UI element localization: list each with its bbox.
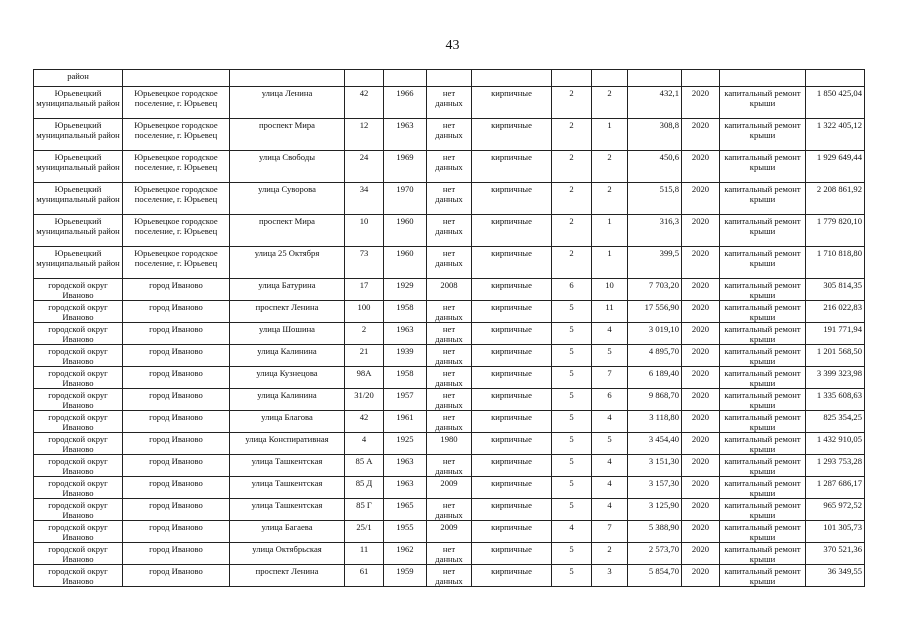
cell-district: городской округ Иваново — [34, 345, 123, 367]
cell-work-type: капитальный ремонт крыши — [720, 521, 806, 543]
cell-wall-material: кирпичные — [472, 247, 552, 279]
cell-floors: 5 — [552, 543, 592, 565]
cell-area: 308,8 — [628, 119, 682, 151]
cell-work-type: капитальный ремонт крыши — [720, 455, 806, 477]
cell-wall-material: кирпичные — [472, 367, 552, 389]
cell-cost: 1 335 608,63 — [806, 389, 865, 411]
cell-wall-material: кирпичные — [472, 87, 552, 119]
cell-year-reconstruction: нет данных — [427, 411, 472, 433]
cell-year-built: 1965 — [384, 499, 427, 521]
cell-wall-material: кирпичные — [472, 151, 552, 183]
cell-wall-material: кирпичные — [472, 183, 552, 215]
cell-area: 2 573,70 — [628, 543, 682, 565]
cell-entrances: 2 — [592, 183, 628, 215]
cell-year-reconstruction: нет данных — [427, 183, 472, 215]
cell-wall-material: кирпичные — [472, 543, 552, 565]
cell-street: улица Благова — [230, 411, 345, 433]
cell-entrances: 5 — [592, 345, 628, 367]
cell-entrances: 6 — [592, 389, 628, 411]
cell-entrances: 2 — [592, 151, 628, 183]
cell-house-number: 42 — [345, 411, 384, 433]
cell-year-planned: 2020 — [682, 183, 720, 215]
cell-year-reconstruction: 1980 — [427, 433, 472, 455]
cell-year-built: 1962 — [384, 543, 427, 565]
cell-district: городской округ Иваново — [34, 455, 123, 477]
cell-year-built: 1929 — [384, 279, 427, 301]
cell-wall-material: кирпичные — [472, 411, 552, 433]
cell-cost: 1 850 425,04 — [806, 87, 865, 119]
cell-year-built: 1969 — [384, 151, 427, 183]
cell-house-number: 11 — [345, 543, 384, 565]
cell-settlement: город Иваново — [123, 411, 230, 433]
cell-year-planned: 2020 — [682, 521, 720, 543]
table-row — [34, 411, 865, 433]
cell-district: городской округ Иваново — [34, 499, 123, 521]
cell-house-number: 25/1 — [345, 521, 384, 543]
cell-year-planned: 2020 — [682, 87, 720, 119]
cell-work-type: капитальный ремонт крыши — [720, 247, 806, 279]
cell-floors: 2 — [552, 183, 592, 215]
cell-settlement: город Иваново — [123, 323, 230, 345]
cell-district: Юрьевецкий муниципальный район — [34, 119, 123, 151]
cell-house-number: 42 — [345, 87, 384, 119]
cell-cost: 1 287 686,17 — [806, 477, 865, 499]
cell-area: 4 895,70 — [628, 345, 682, 367]
cell-wall-material: кирпичные — [472, 345, 552, 367]
cell-year-planned: 2020 — [682, 151, 720, 183]
cell-year-reconstruction: нет данных — [427, 389, 472, 411]
cell-year-planned: 2020 — [682, 455, 720, 477]
cell-settlement: город Иваново — [123, 345, 230, 367]
cell-area: 9 868,70 — [628, 389, 682, 411]
cell-district: Юрьевецкий муниципальный район — [34, 247, 123, 279]
cell-year-planned: 2020 — [682, 279, 720, 301]
cell-street: проспект Ленина — [230, 565, 345, 587]
cell-house-number: 73 — [345, 247, 384, 279]
cell-year-reconstruction: нет данных — [427, 301, 472, 323]
cell-settlement: Юрьевецкое городское поселение, г. Юрьевец — [123, 183, 230, 215]
cell-settlement: город Иваново — [123, 565, 230, 587]
cell-floors: 5 — [552, 565, 592, 587]
cell-settlement: город Иваново — [123, 543, 230, 565]
cell-wall-material: кирпичные — [472, 215, 552, 247]
cell-year-planned: 2020 — [682, 119, 720, 151]
cell-floors: 2 — [552, 151, 592, 183]
cell-entrances: 1 — [592, 247, 628, 279]
cell-area: 3 454,40 — [628, 433, 682, 455]
cell-settlement: город Иваново — [123, 477, 230, 499]
cell-cost: 1 710 818,80 — [806, 247, 865, 279]
cell-entrances: 1 — [592, 119, 628, 151]
cell-year-reconstruction: нет данных — [427, 247, 472, 279]
cell-floors: 5 — [552, 301, 592, 323]
cell-cost: 1 432 910,05 — [806, 433, 865, 455]
cell-settlement: Юрьевецкое городское поселение, г. Юрьевец — [123, 215, 230, 247]
cell-year-built: 1963 — [384, 119, 427, 151]
cell-cost: 305 814,35 — [806, 279, 865, 301]
cell-street: проспект Мира — [230, 215, 345, 247]
table-row — [34, 345, 865, 367]
cell-cost: 370 521,36 — [806, 543, 865, 565]
cell-settlement: город Иваново — [123, 279, 230, 301]
cell-floors: 4 — [552, 521, 592, 543]
cell-floors: 2 — [552, 87, 592, 119]
cell-entrances: 5 — [592, 433, 628, 455]
cell-entrances: 7 — [592, 521, 628, 543]
cell-house-number: 100 — [345, 301, 384, 323]
cell-house-number: 17 — [345, 279, 384, 301]
cell-district: городской округ Иваново — [34, 521, 123, 543]
cell-district: район — [34, 70, 123, 87]
cell-settlement: город Иваново — [123, 301, 230, 323]
cell-year-reconstruction: нет данных — [427, 499, 472, 521]
cell-area: 3 151,30 — [628, 455, 682, 477]
cell-work-type: капитальный ремонт крыши — [720, 301, 806, 323]
table-row — [34, 477, 865, 499]
cell-entrances: 4 — [592, 477, 628, 499]
cell-street: улица Свободы — [230, 151, 345, 183]
table-row — [34, 247, 865, 279]
cell-street: улица Калинина — [230, 345, 345, 367]
table-row — [34, 389, 865, 411]
cell-entrances: 7 — [592, 367, 628, 389]
table-row — [34, 119, 865, 151]
cell-year-planned: 2020 — [682, 477, 720, 499]
cell-house-number: 24 — [345, 151, 384, 183]
cell-entrances: 4 — [592, 499, 628, 521]
cell-settlement: город Иваново — [123, 499, 230, 521]
cell-cost: 965 972,52 — [806, 499, 865, 521]
cell-year-built: 1966 — [384, 87, 427, 119]
cell-house-number: 98А — [345, 367, 384, 389]
cell-year-reconstruction: нет данных — [427, 215, 472, 247]
cell-cost: 2 208 861,92 — [806, 183, 865, 215]
cell-work-type: капитальный ремонт крыши — [720, 565, 806, 587]
cell-street: улица Ташкентская — [230, 455, 345, 477]
cell-year-built: 1963 — [384, 455, 427, 477]
cell-district: городской округ Иваново — [34, 565, 123, 587]
cell-area: 5 854,70 — [628, 565, 682, 587]
cell-work-type: капитальный ремонт крыши — [720, 389, 806, 411]
cell-street: улица Конспиративная — [230, 433, 345, 455]
cell-street: улица Суворова — [230, 183, 345, 215]
cell-floors: 5 — [552, 389, 592, 411]
cell-settlement: город Иваново — [123, 389, 230, 411]
table-row — [34, 215, 865, 247]
cell-floors: 5 — [552, 477, 592, 499]
cell-year-reconstruction: нет данных — [427, 367, 472, 389]
table-row — [34, 521, 865, 543]
cell-district: Юрьевецкий муниципальный район — [34, 215, 123, 247]
cell-cost: 191 771,94 — [806, 323, 865, 345]
cell-year-built: 1958 — [384, 367, 427, 389]
cell-house-number: 61 — [345, 565, 384, 587]
cell-year-built: 1925 — [384, 433, 427, 455]
cell-entrances: 1 — [592, 215, 628, 247]
cell-district: городской округ Иваново — [34, 389, 123, 411]
cell-street: улица Октябрьская — [230, 543, 345, 565]
cell-year-reconstruction: нет данных — [427, 543, 472, 565]
cell-year-built: 1960 — [384, 215, 427, 247]
cell-year-reconstruction: нет данных — [427, 565, 472, 587]
cell-work-type: капитальный ремонт крыши — [720, 119, 806, 151]
cell-floors: 2 — [552, 119, 592, 151]
cell-year-reconstruction: нет данных — [427, 345, 472, 367]
cell-entrances: 2 — [592, 543, 628, 565]
cell-street: улица Кузнецова — [230, 367, 345, 389]
cell-floors: 5 — [552, 367, 592, 389]
cell-street: улица Багаева — [230, 521, 345, 543]
cell-wall-material: кирпичные — [472, 477, 552, 499]
cell-street: улица Шошина — [230, 323, 345, 345]
cell-year-planned: 2020 — [682, 215, 720, 247]
cell-cost: 825 354,25 — [806, 411, 865, 433]
cell-work-type: капитальный ремонт крыши — [720, 87, 806, 119]
cell-district: городской округ Иваново — [34, 323, 123, 345]
cell-cost: 1 201 568,50 — [806, 345, 865, 367]
cell-year-built: 1963 — [384, 323, 427, 345]
table-row — [34, 301, 865, 323]
cell-cost: 36 349,55 — [806, 565, 865, 587]
cell-year-planned: 2020 — [682, 543, 720, 565]
cell-work-type: капитальный ремонт крыши — [720, 411, 806, 433]
cell-house-number: 12 — [345, 119, 384, 151]
cell-area: 3 157,30 — [628, 477, 682, 499]
cell-house-number: 85 Д — [345, 477, 384, 499]
cell-work-type: капитальный ремонт крыши — [720, 345, 806, 367]
cell-year-planned: 2020 — [682, 345, 720, 367]
cell-district: городской округ Иваново — [34, 367, 123, 389]
cell-floors: 2 — [552, 215, 592, 247]
cell-area: 399,5 — [628, 247, 682, 279]
table-row — [34, 323, 865, 345]
cell-area: 6 189,40 — [628, 367, 682, 389]
cell-settlement: Юрьевецкое городское поселение, г. Юрьевец — [123, 87, 230, 119]
cell-wall-material: кирпичные — [472, 455, 552, 477]
cell-settlement: город Иваново — [123, 367, 230, 389]
cell-year-built: 1959 — [384, 565, 427, 587]
cell-entrances: 3 — [592, 565, 628, 587]
cell-year-planned: 2020 — [682, 411, 720, 433]
cell-year-built: 1963 — [384, 477, 427, 499]
cell-cost: 1 779 820,10 — [806, 215, 865, 247]
cell-area: 5 388,90 — [628, 521, 682, 543]
table-row — [34, 565, 865, 587]
cell-floors: 5 — [552, 411, 592, 433]
table-row — [34, 499, 865, 521]
cell-house-number: 2 — [345, 323, 384, 345]
cell-district: городской округ Иваново — [34, 411, 123, 433]
table-row — [34, 433, 865, 455]
cell-work-type: капитальный ремонт крыши — [720, 151, 806, 183]
cell-entrances: 4 — [592, 411, 628, 433]
cell-year-built: 1958 — [384, 301, 427, 323]
cell-year-planned: 2020 — [682, 433, 720, 455]
cell-cost: 1 322 405,12 — [806, 119, 865, 151]
cell-work-type: капитальный ремонт крыши — [720, 367, 806, 389]
table-row — [34, 543, 865, 565]
cell-district: городской округ Иваново — [34, 433, 123, 455]
cell-area: 316,3 — [628, 215, 682, 247]
cell-house-number: 34 — [345, 183, 384, 215]
cell-year-built: 1955 — [384, 521, 427, 543]
table-row — [34, 279, 865, 301]
cell-floors: 5 — [552, 433, 592, 455]
cell-year-planned: 2020 — [682, 367, 720, 389]
cell-entrances: 4 — [592, 323, 628, 345]
cell-year-built: 1960 — [384, 247, 427, 279]
cell-settlement: Юрьевецкое городское поселение, г. Юрьевец — [123, 151, 230, 183]
cell-settlement: город Иваново — [123, 521, 230, 543]
cell-area: 432,1 — [628, 87, 682, 119]
cell-year-planned: 2020 — [682, 247, 720, 279]
cell-year-built: 1957 — [384, 389, 427, 411]
table-row — [34, 183, 865, 215]
cell-street: улица Ташкентская — [230, 477, 345, 499]
cell-area: 3 118,80 — [628, 411, 682, 433]
cell-settlement: Юрьевецкое городское поселение, г. Юрьевец — [123, 119, 230, 151]
cell-cost: 1 293 753,28 — [806, 455, 865, 477]
cell-year-planned: 2020 — [682, 323, 720, 345]
cell-area: 3 125,90 — [628, 499, 682, 521]
cell-year-reconstruction: 2009 — [427, 477, 472, 499]
cell-year-built: 1961 — [384, 411, 427, 433]
cell-settlement: город Иваново — [123, 433, 230, 455]
cell-year-reconstruction: нет данных — [427, 151, 472, 183]
cell-work-type: капитальный ремонт крыши — [720, 433, 806, 455]
cell-entrances: 10 — [592, 279, 628, 301]
cell-house-number: 31/20 — [345, 389, 384, 411]
cell-wall-material: кирпичные — [472, 499, 552, 521]
cell-district: городской округ Иваново — [34, 279, 123, 301]
cell-cost: 1 929 649,44 — [806, 151, 865, 183]
cell-year-planned: 2020 — [682, 499, 720, 521]
cell-house-number: 85 А — [345, 455, 384, 477]
table-row — [34, 151, 865, 183]
table-row — [34, 367, 865, 389]
cell-year-reconstruction: 2008 — [427, 279, 472, 301]
cell-work-type: капитальный ремонт крыши — [720, 499, 806, 521]
cell-area: 17 556,90 — [628, 301, 682, 323]
table-row-continued — [34, 70, 865, 87]
cell-year-reconstruction: нет данных — [427, 455, 472, 477]
cell-district: Юрьевецкий муниципальный район — [34, 87, 123, 119]
cell-street: проспект Мира — [230, 119, 345, 151]
cell-wall-material: кирпичные — [472, 279, 552, 301]
cell-year-reconstruction: нет данных — [427, 323, 472, 345]
cell-street: улица Ташкентская — [230, 499, 345, 521]
housing-register-table — [33, 69, 865, 587]
cell-work-type: капитальный ремонт крыши — [720, 279, 806, 301]
cell-settlement: Юрьевецкое городское поселение, г. Юрьевец — [123, 247, 230, 279]
cell-floors: 5 — [552, 455, 592, 477]
cell-district: городской округ Иваново — [34, 301, 123, 323]
cell-year-reconstruction: нет данных — [427, 119, 472, 151]
cell-area: 3 019,10 — [628, 323, 682, 345]
cell-district: Юрьевецкий муниципальный район — [34, 151, 123, 183]
cell-year-planned: 2020 — [682, 565, 720, 587]
cell-work-type: капитальный ремонт крыши — [720, 183, 806, 215]
cell-wall-material: кирпичные — [472, 323, 552, 345]
cell-settlement: город Иваново — [123, 455, 230, 477]
cell-work-type: капитальный ремонт крыши — [720, 543, 806, 565]
table-row — [34, 455, 865, 477]
cell-wall-material: кирпичные — [472, 433, 552, 455]
cell-street: улица Батурина — [230, 279, 345, 301]
cell-year-planned: 2020 — [682, 301, 720, 323]
cell-floors: 5 — [552, 323, 592, 345]
cell-area: 450,6 — [628, 151, 682, 183]
cell-year-built: 1970 — [384, 183, 427, 215]
cell-house-number: 85 Г — [345, 499, 384, 521]
cell-entrances: 2 — [592, 87, 628, 119]
cell-house-number: 10 — [345, 215, 384, 247]
cell-work-type: капитальный ремонт крыши — [720, 215, 806, 247]
cell-cost: 216 022,83 — [806, 301, 865, 323]
cell-wall-material: кирпичные — [472, 521, 552, 543]
cell-street: улица 25 Октября — [230, 247, 345, 279]
cell-year-reconstruction: нет данных — [427, 87, 472, 119]
cell-entrances: 11 — [592, 301, 628, 323]
cell-district: городской округ Иваново — [34, 543, 123, 565]
cell-cost: 101 305,73 — [806, 521, 865, 543]
cell-street: проспект Ленина — [230, 301, 345, 323]
cell-house-number: 21 — [345, 345, 384, 367]
cell-cost: 3 399 323,98 — [806, 367, 865, 389]
cell-wall-material: кирпичные — [472, 389, 552, 411]
cell-year-built: 1939 — [384, 345, 427, 367]
table-row — [34, 87, 865, 119]
cell-entrances: 4 — [592, 455, 628, 477]
cell-floors: 2 — [552, 247, 592, 279]
cell-work-type: капитальный ремонт крыши — [720, 477, 806, 499]
cell-floors: 5 — [552, 345, 592, 367]
cell-house-number: 4 — [345, 433, 384, 455]
cell-street: улица Ленина — [230, 87, 345, 119]
cell-area: 7 703,20 — [628, 279, 682, 301]
cell-year-reconstruction: 2009 — [427, 521, 472, 543]
cell-floors: 5 — [552, 499, 592, 521]
cell-floors: 6 — [552, 279, 592, 301]
cell-work-type: капитальный ремонт крыши — [720, 323, 806, 345]
cell-area: 515,8 — [628, 183, 682, 215]
cell-year-planned: 2020 — [682, 389, 720, 411]
cell-street: улица Калинина — [230, 389, 345, 411]
cell-wall-material: кирпичные — [472, 119, 552, 151]
page-number: 43 — [445, 38, 460, 53]
cell-district: городской округ Иваново — [34, 477, 123, 499]
cell-wall-material: кирпичные — [472, 565, 552, 587]
cell-district: Юрьевецкий муниципальный район — [34, 183, 123, 215]
cell-wall-material: кирпичные — [472, 301, 552, 323]
